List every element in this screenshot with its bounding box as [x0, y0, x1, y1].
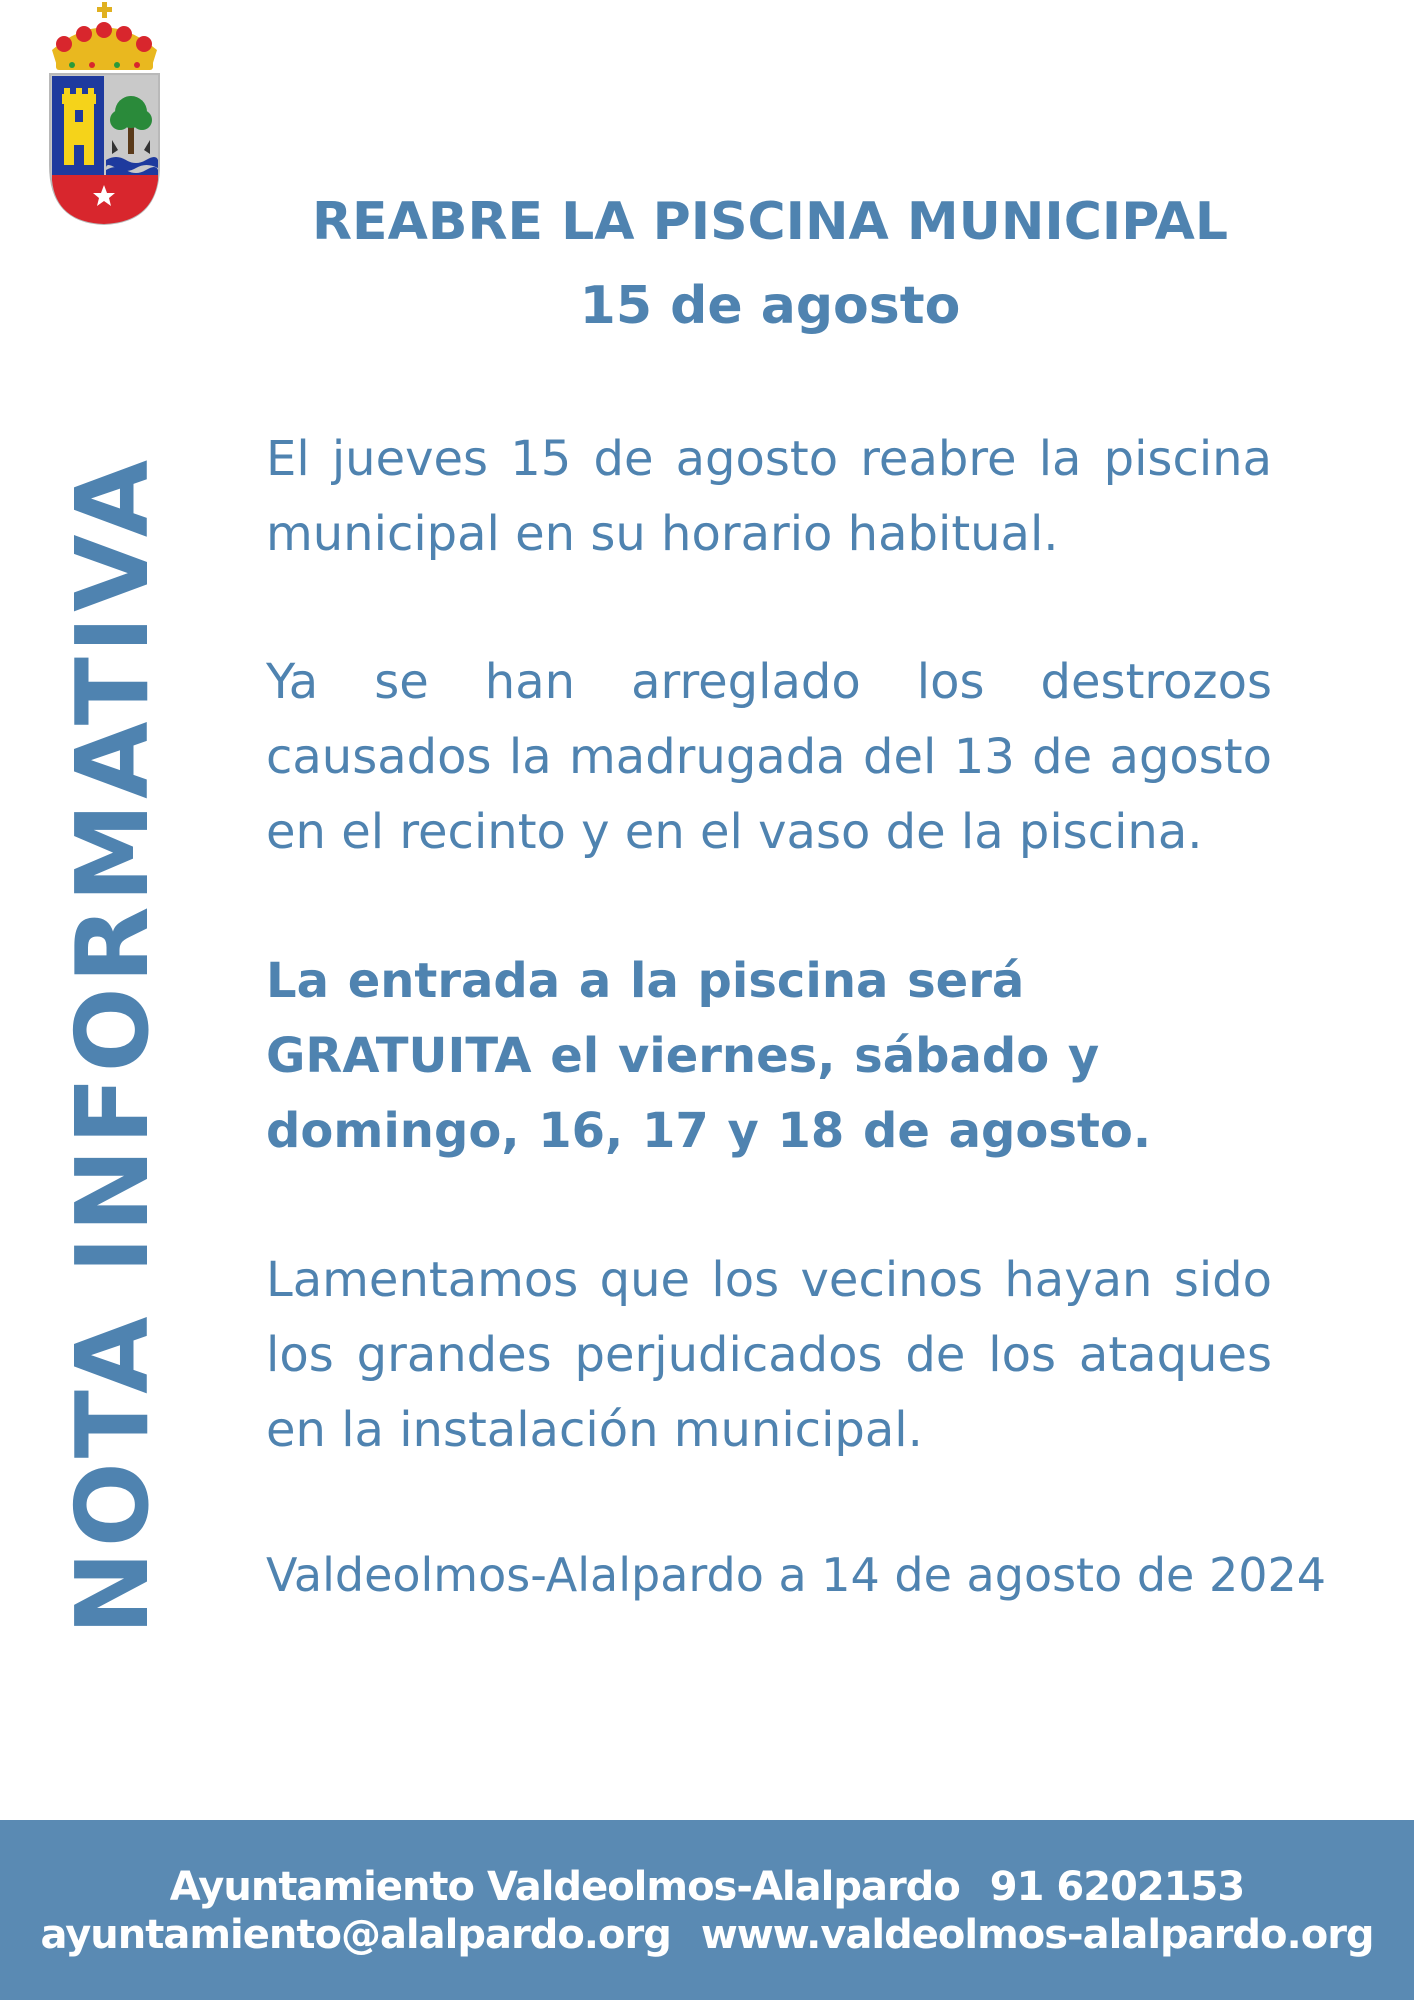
footer-web-line — [0, 1910, 1414, 1960]
footer-bar — [0, 1820, 1414, 2000]
notice-header — [260, 180, 1280, 348]
paragraph-free-entry: La entrada a la piscina será GRATUITA el viernes, sábado y domingo, 16, 17 y 18 de agosto. — [266, 953, 1152, 1159]
paragraph-reopening: El jueves 15 de agosto reabre la piscina municipal en su horario habitual. — [266, 431, 1272, 562]
page-subtitle: 15 de agosto — [579, 276, 961, 336]
paragraph-apology: Lamentamos que los vecinos hayan sido los grandes perjudicados de los ataques en la instalación municipal. — [266, 1252, 1272, 1458]
paragraph-repairs: Ya se han arreglado los destrozos causados la madrugada del 13 de agosto en el recinto y en el vaso de la piscina. — [266, 654, 1272, 860]
footer-organization: Ayuntamiento Valdeolmos-Alalpardo — [169, 1864, 960, 1910]
footer-contact-line — [0, 1862, 1414, 1912]
vertical-title-container — [54, 295, 171, 1635]
vertical-title: NOTA INFORMATIVA — [54, 455, 171, 1635]
footer-email-link[interactable]: ayuntamiento@alalpardo.org — [40, 1912, 671, 1958]
page-title: REABRE LA PISCINA MUNICIPAL — [312, 192, 1228, 252]
footer-website-link[interactable]: www.valdeolmos-alalpardo.org — [700, 1912, 1374, 1958]
dateline: Valdeolmos-Alalpardo a 14 de agosto de 2024 — [266, 1548, 1327, 1602]
municipal-coat-of-arms-icon — [42, 0, 167, 230]
footer-phone[interactable]: 91 6202153 — [989, 1864, 1245, 1910]
